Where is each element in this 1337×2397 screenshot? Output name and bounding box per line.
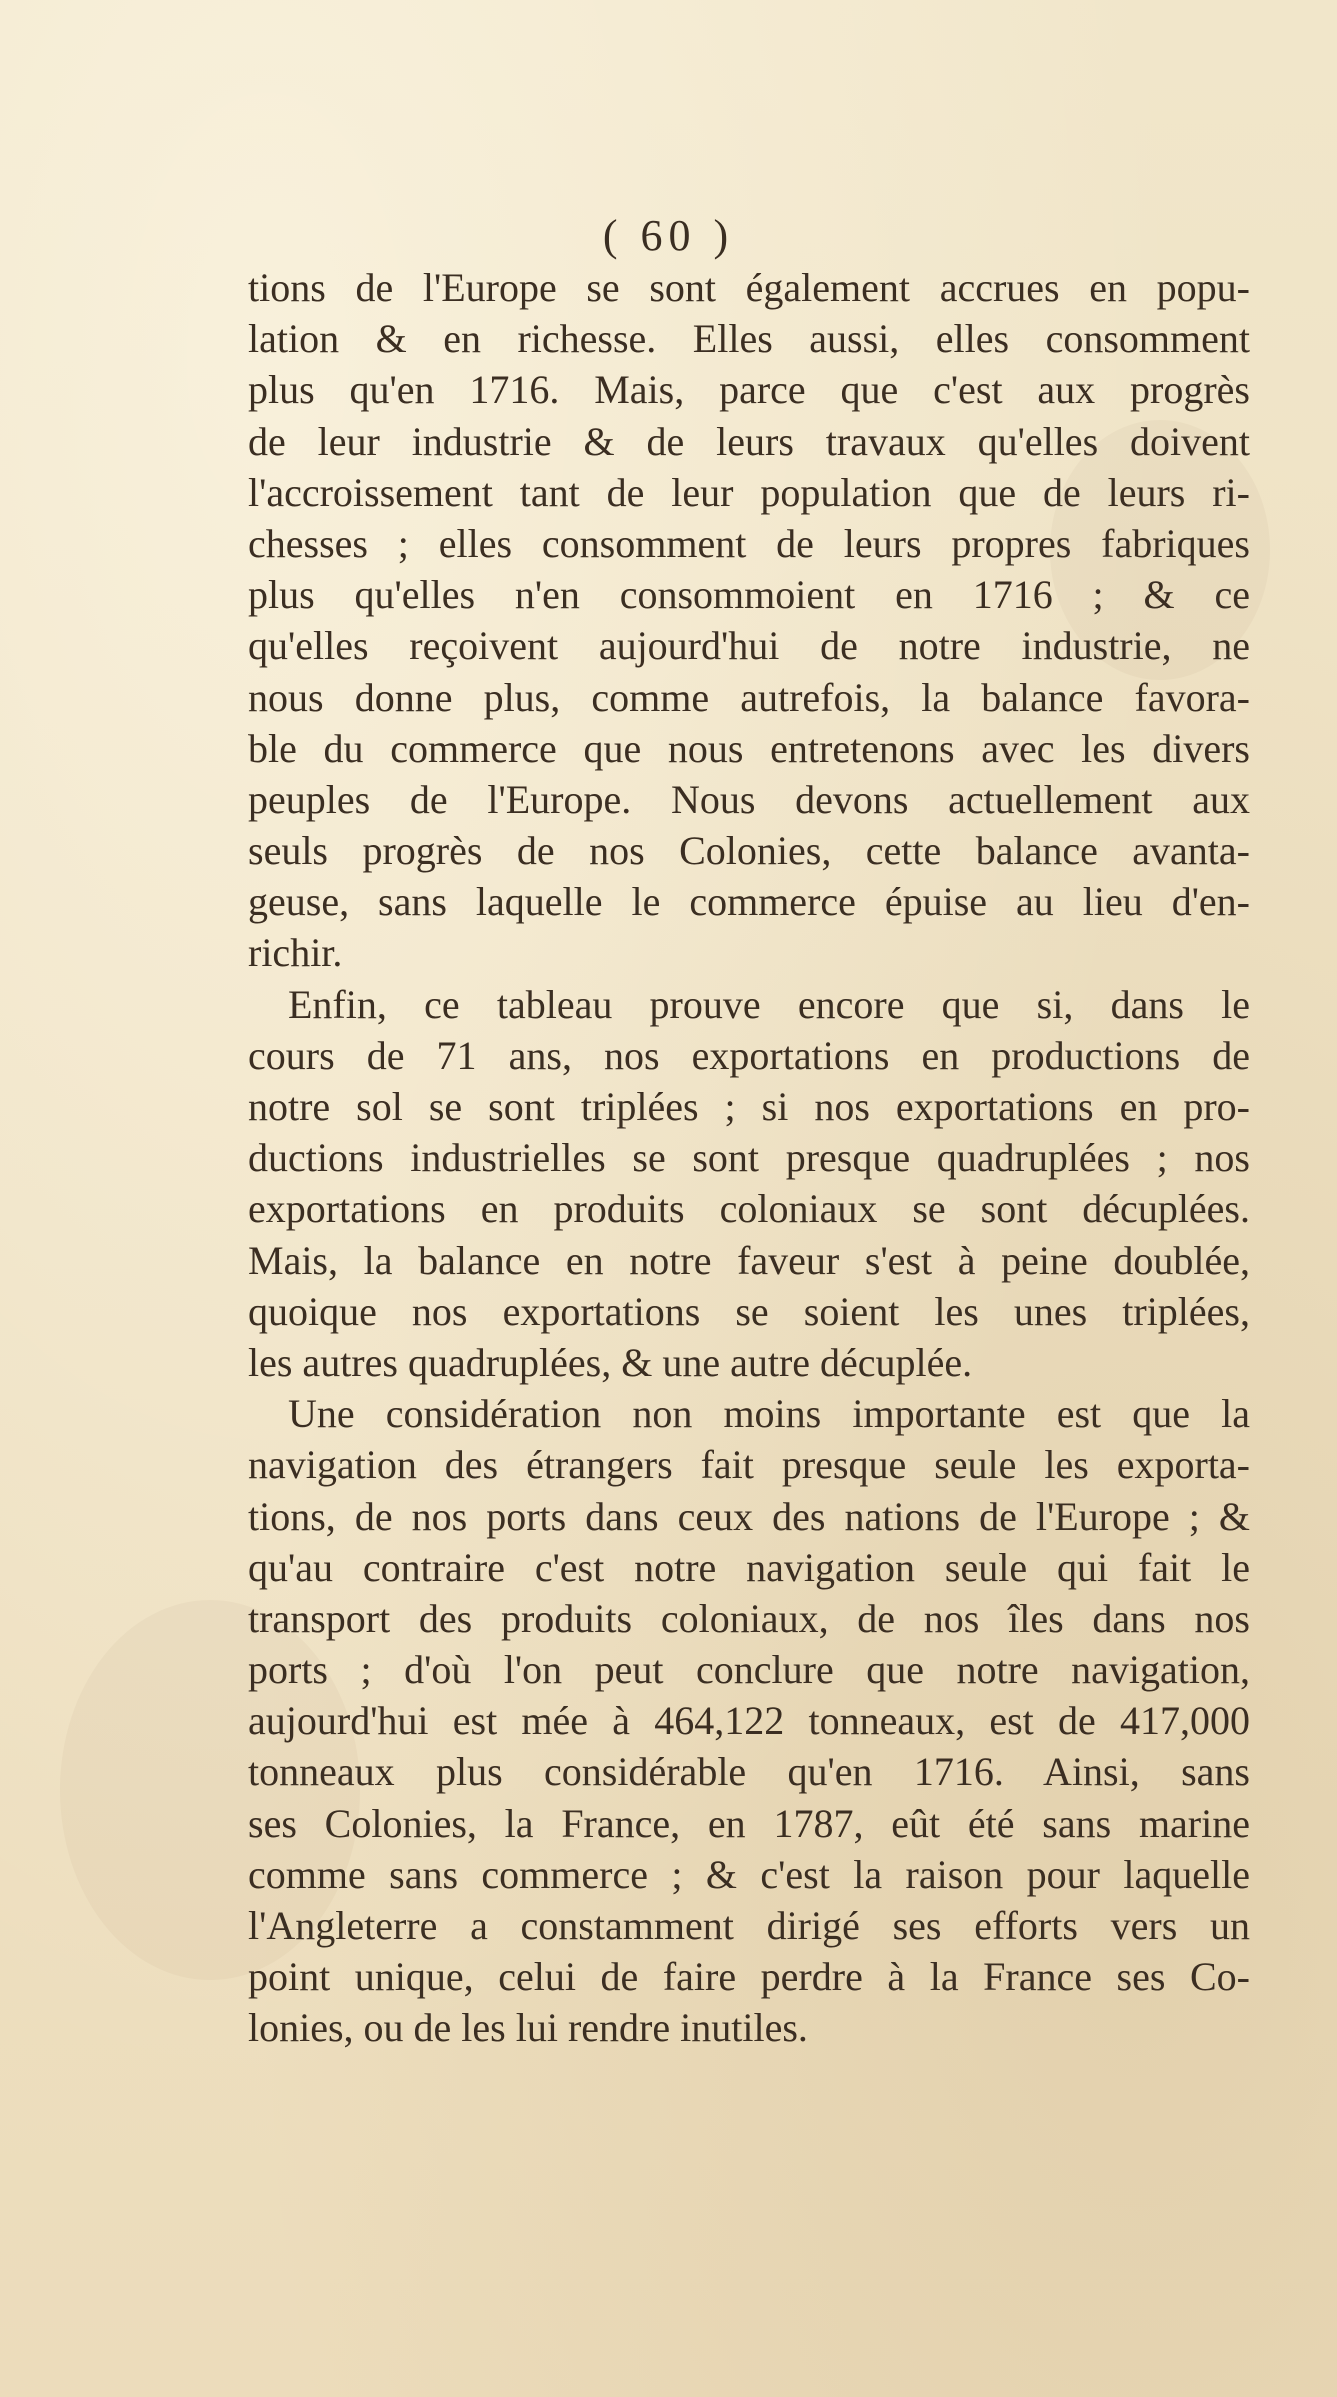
body-text: [248, 262, 1250, 2054]
text-line: Enfin, ce tableau prouve encore que si, dans le: [288, 981, 1250, 1027]
text-line: ble du commerce que nous entretenons avec les divers: [248, 725, 1250, 771]
text-line: ses Colonies, la France, en 1787, eût été sans marine: [248, 1800, 1250, 1846]
text-line: de leur industrie & de leurs travaux qu'elles doivent: [248, 418, 1250, 464]
text-line: notre sol se sont triplées ; si nos exportations en pro-: [248, 1084, 1250, 1129]
text-line: transport des produits coloniaux, de nos îles dans nos: [248, 1595, 1250, 1641]
text-line: point unique, celui de faire perdre à la France ses Co-: [248, 1954, 1250, 2000]
text-line: lation & en richesse. Elles aussi, elles consomment: [248, 316, 1250, 362]
text-line: l'accroissement tant de leur population que de leurs ri-: [248, 469, 1250, 515]
text-line: quoique nos exportations se soient les unes triplées,: [248, 1288, 1250, 1334]
text-line: geuse, sans laquelle le commerce épuise au lieu d'en-: [248, 879, 1250, 925]
text-line: tions de l'Europe se sont également accrues en popu-: [248, 265, 1250, 310]
text-line: seuls progrès de nos Colonies, cette balance avanta-: [248, 828, 1250, 874]
text-line: chesses ; elles consomment de leurs propres fabriques: [248, 520, 1250, 566]
text-line: tions, de nos ports dans ceux des nations de l'Europe ; &: [248, 1493, 1250, 1539]
text-line: peuples de l'Europe. Nous devons actuellement aux: [248, 776, 1250, 822]
text-line: exportations en produits coloniaux se sont décuplées.: [248, 1186, 1250, 1232]
text-line: cours de 71 ans, nos exportations en productions de: [248, 1032, 1250, 1078]
text-line: aujourd'hui est mée à 464,122 tonneaux, est de 417,000: [248, 1698, 1250, 1744]
text-line: les autres quadruplées, & une autre décuplée.: [248, 1339, 973, 1385]
text-line: l'Angleterre a constamment dirigé ses efforts vers un: [248, 1903, 1250, 1948]
text-line: richir.: [248, 930, 343, 976]
text-line: plus qu'elles n'en consommoient en 1716 ; & ce: [248, 572, 1250, 618]
page-number: ( 60 ): [602, 211, 735, 260]
text-line: navigation des étrangers fait presque seule les exporta-: [248, 1442, 1250, 1488]
text-line: plus qu'en 1716. Mais, parce que c'est aux progrès: [248, 367, 1250, 413]
text-line: lonies, ou de les lui rendre inutiles.: [248, 2005, 808, 2051]
text-line: qu'elles reçoivent aujourd'hui de notre industrie, ne: [248, 623, 1250, 669]
text-line: nous donne plus, comme autrefois, la balance favora-: [248, 674, 1250, 720]
text-line: qu'au contraire c'est notre navigation seule qui fait le: [248, 1544, 1250, 1590]
text-line: tonneaux plus considérable qu'en 1716. Ainsi, sans: [248, 1749, 1250, 1795]
text-line: ports ; d'où l'on peut conclure que notre navigation,: [248, 1647, 1250, 1693]
text-line: Mais, la balance en notre faveur s'est à peine doublée,: [248, 1237, 1250, 1283]
text-line: ductions industrielles se sont presque quadruplées ; nos: [248, 1135, 1250, 1181]
text-line: comme sans commerce ; & c'est la raison pour laquelle: [248, 1851, 1250, 1897]
text-line: Une considération non moins importante est que la: [288, 1391, 1250, 1437]
